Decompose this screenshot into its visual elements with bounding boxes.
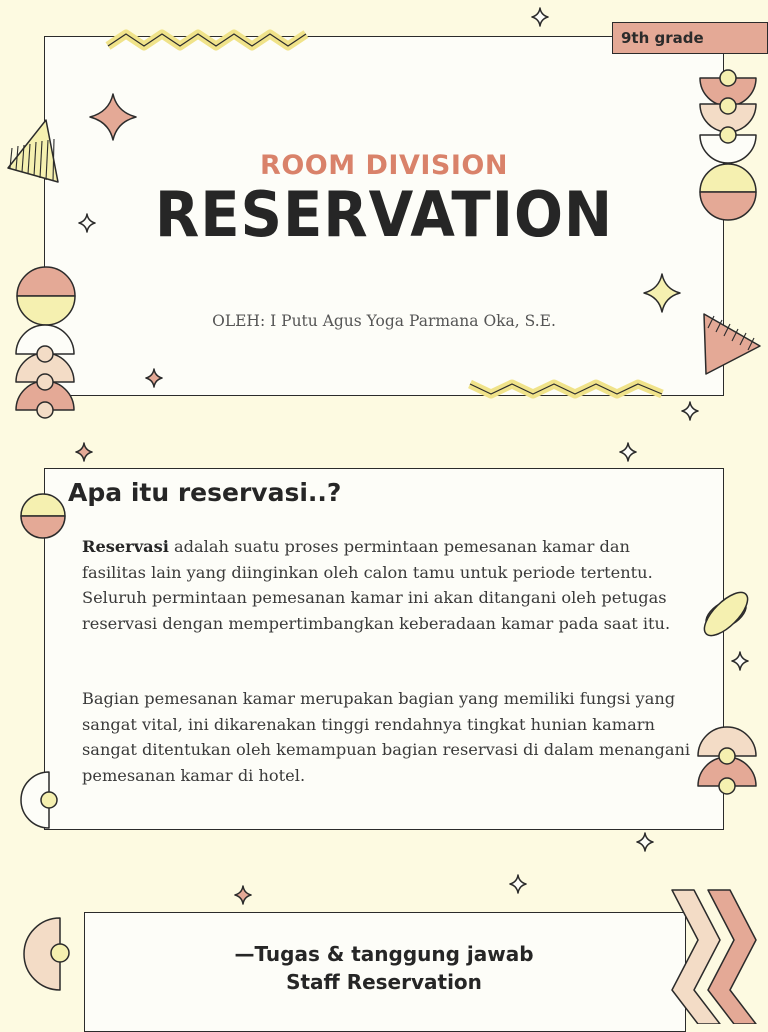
heading-line-1: —Tugas & tanggung jawab [234,942,534,966]
section-heading-3 [0,940,768,996]
subtitle: ROOM DIVISION [260,150,508,181]
author-line: OLEH: I Putu Agus Yoga Parmana Oka, S.E. [212,312,556,330]
paragraph-text: adalah suatu proses permintaan pemesanan kamar dan fasilitas lain yang diinginkan oleh calon tamu untuk periode tertentu. Seluruh permintaan pemesanan kamar ini akan ditangani oleh petugas reservasi dengan mempertimbangkan keberadaan kamar pada saat itu. [82,537,671,633]
grade-badge: 9th grade [612,22,768,54]
heading-line-2: Staff Reservation [286,970,482,994]
paragraph-bold-term: Reservasi [82,537,169,556]
paragraph-2: Bagian pemesanan kamar merupakan bagian yang memiliki fungsi yang sangat vital, ini dikarenakan tinggi rendahnya tingkat hunian kamarn sangat ditentukan oleh kemampuan bagian reservasi di dalam menangani pemesanan kamar di hotel. [82,689,691,785]
paragraph-1 [82,534,697,636]
page-title: RESERVATION [154,178,614,251]
section-heading: Apa itu reservasi..? [68,478,342,507]
